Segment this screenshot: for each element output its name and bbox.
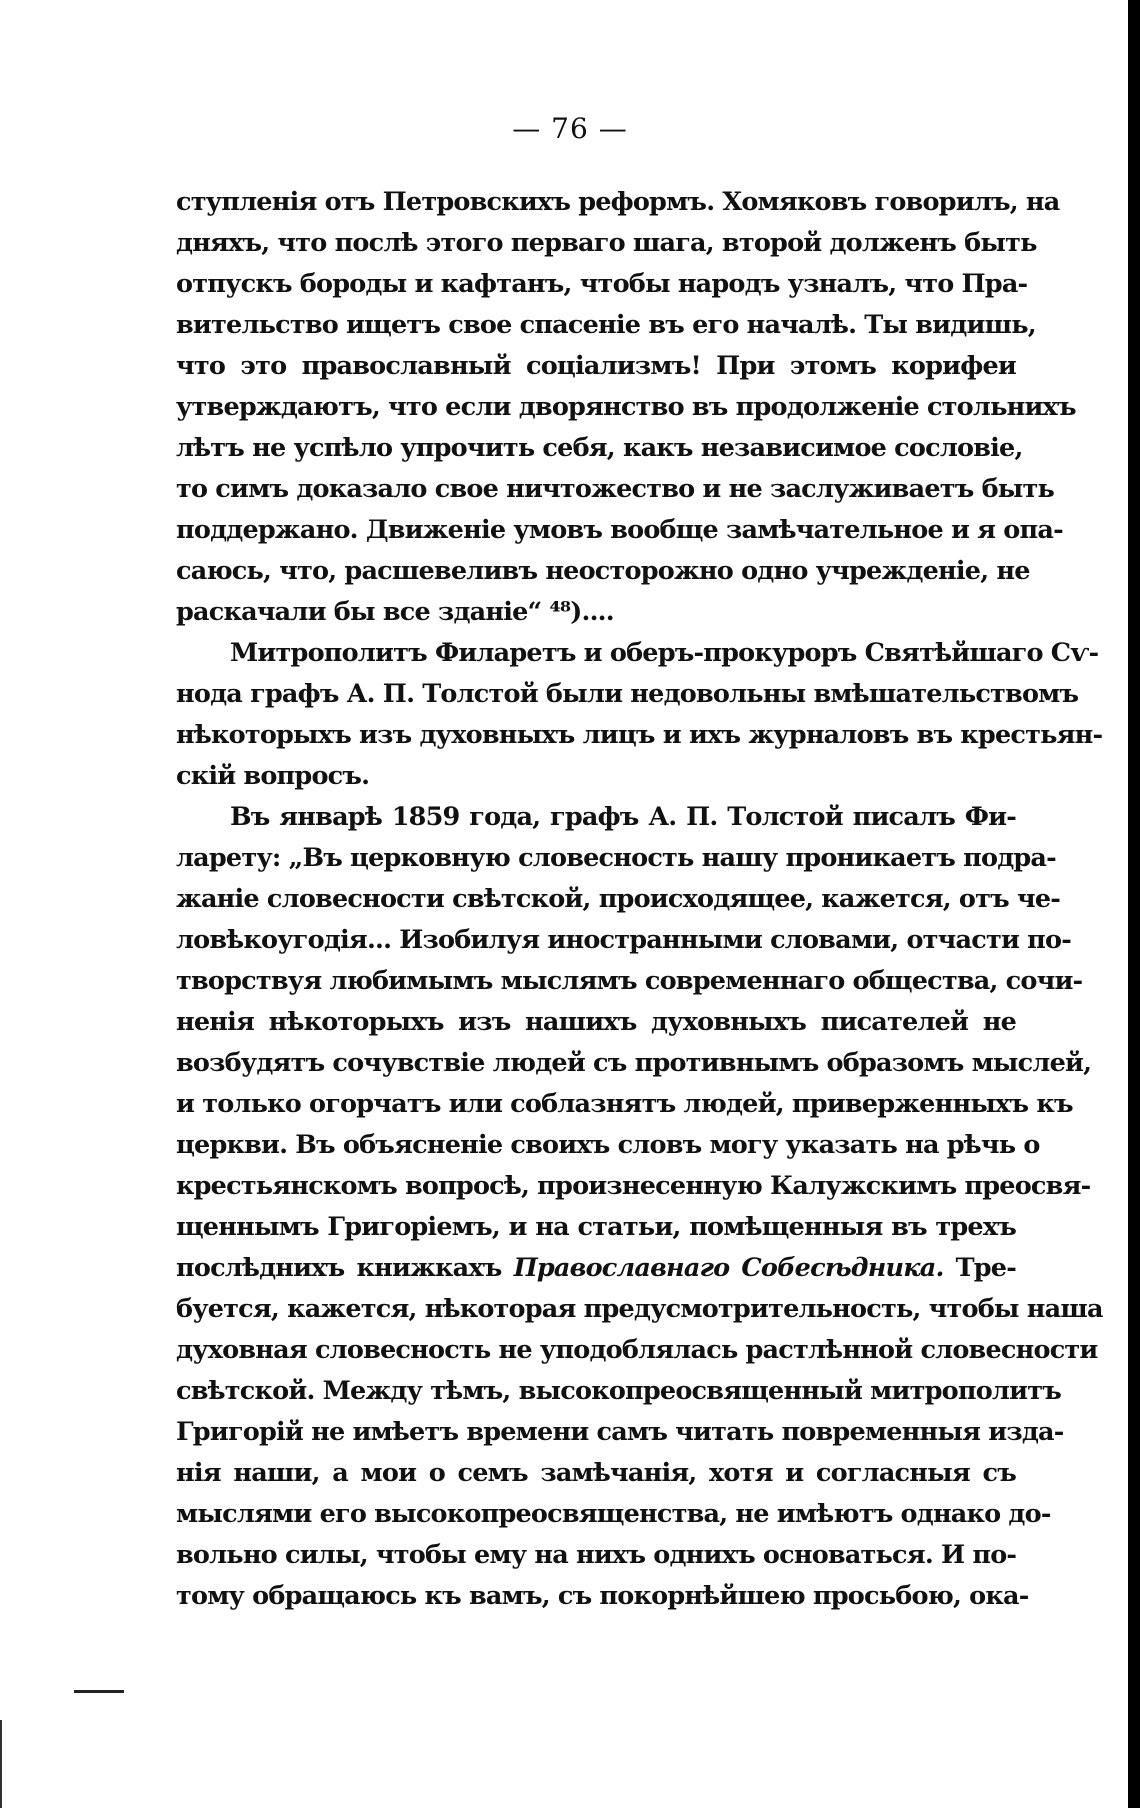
text-line-mixed (176, 1248, 1016, 1289)
text-line: лѣтъ не успѣло упрочить себя, какъ независимое сословіе, (176, 433, 1023, 463)
text-line: буется, кажется, нѣкоторая предусмотрительность, чтобы наша (176, 1294, 1103, 1324)
left-edge-rule (0, 1720, 2, 1808)
text-line: и только огорчатъ или соблазнятъ людей, приверженныхъ къ (176, 1089, 1073, 1119)
page-edge-shadow (1128, 0, 1140, 1808)
text-line: Въ январѣ 1859 года, графъ А. П. Толстой писалъ Фи- (230, 802, 1016, 832)
text-fragment: Тре- (955, 1253, 1016, 1283)
text-line: крестьянскомъ вопросѣ, произнесенную Калужскимъ преосвя- (176, 1171, 1091, 1201)
page-number: — 76 — (512, 112, 628, 145)
text-line: то симъ доказало свое ничтожество и не заслуживаетъ быть (176, 474, 1055, 504)
text-line: поддержано. Движеніе умовъ вообще замѣчательное и я опа- (176, 515, 1063, 545)
text-line: отпускъ бороды и кафтанъ, чтобы народъ узналъ, что Пра- (176, 269, 1028, 299)
text-line: нія наши, а мои о семъ замѣчанія, хотя и согласныя съ (176, 1458, 1016, 1488)
text-line: вительство ищетъ свое спасеніе въ его началѣ. Ты видишь, (176, 310, 1036, 340)
text-line: дняхъ, что послѣ этого перваго шага, второй долженъ быть (176, 228, 1037, 258)
text-line: духовная словесность не уподоблялась растлѣнной словесности (176, 1335, 1098, 1365)
text-line: жаніе словесности свѣтской, происходящее, кажется, отъ че- (176, 884, 1061, 914)
text-line: нѣкоторыхъ изъ духовныхъ лицъ и ихъ журналовъ въ крестьян- (176, 720, 1103, 750)
text-line: саюсь, что, расшевеливъ неосторожно одно учрежденіе, не (176, 556, 1030, 586)
text-line: ларету: „Въ церковную словесность нашу проникаетъ подра- (176, 843, 1056, 873)
text-line: ненія нѣкоторыхъ изъ нашихъ духовныхъ писателей не (176, 1007, 1016, 1037)
text-line: свѣтской. Между тѣмъ, высокопреосвященный митрополитъ (176, 1376, 1061, 1406)
margin-mark (74, 1690, 124, 1693)
body-text (176, 182, 1103, 1617)
text-line: ступленія отъ Петровскихъ реформъ. Хомяковъ говорилъ, на (176, 187, 1060, 217)
text-line: утверждаютъ, что если дворянство въ продолженіе стольнихъ (176, 392, 1076, 422)
text-line: творствуя любимымъ мыслямъ современнаго общества, сочи- (176, 966, 1083, 996)
text-line: Григорій не имѣетъ времени самъ читать повременныя изда- (176, 1417, 1064, 1447)
text-line: мыслями его высокопреосвященства, не имѣютъ однако до- (176, 1499, 1051, 1529)
text-line: раскачали бы все зданіе“ ⁴⁸).... (176, 597, 614, 627)
text-fragment: послѣднихъ книжкахъ (176, 1253, 502, 1283)
journal-title: Православнаго Собесѣдника. (513, 1253, 944, 1283)
text-line: скій вопросъ. (176, 761, 370, 791)
text-line: ловѣкоугодія... Изобилуя иностранными словами, отчасти по- (176, 925, 1072, 955)
text-line: тому обращаюсь къ вамъ, съ покорнѣйшею просьбою, ока- (176, 1581, 1029, 1611)
text-line: церкви. Въ объясненіе своихъ словъ могу указать на рѣчь о (176, 1130, 1040, 1160)
text-line: что это православный соціализмъ! При этомъ корифеи (176, 351, 1016, 381)
text-line: возбудятъ сочувствіе людей съ противнымъ образомъ мыслей, (176, 1048, 1092, 1078)
text-line: Митрополитъ Филаретъ и оберъ-прокуроръ Святѣйшаго Сѵ- (230, 638, 1099, 668)
text-line: нода графъ А. П. Толстой были недовольны вмѣшательствомъ (176, 679, 1079, 709)
text-line: вольно силы, чтобы ему на нихъ однихъ основаться. И по- (176, 1540, 1017, 1570)
text-line: щеннымъ Григоріемъ, и на статьи, помѣщенныя въ трехъ (176, 1212, 1016, 1242)
